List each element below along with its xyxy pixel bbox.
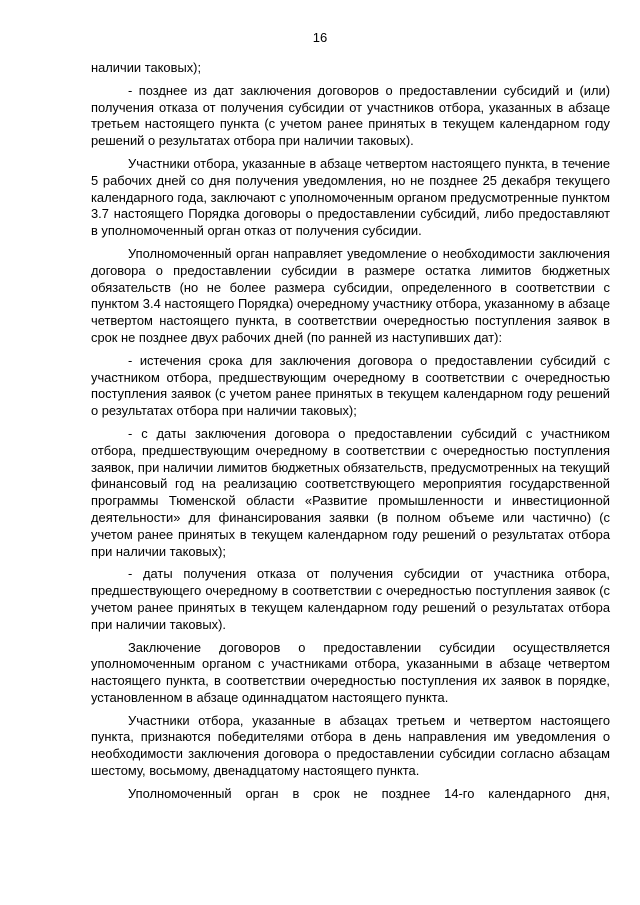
paragraph-authorized-body-notice: Уполномоченный орган направляет уведомление о необходимости заключения договора о предоставлении субсидии в размере остатка лимитов бюджетных обязательств (но не более размера субсидии, определенного в соответствии с пунктом 3.4 настоящего Порядка) очередному участнику отбора, указанному в абзаце четвертом настоящего пункта, в соответствии очередностью поступления заявок в срок не позднее двух рабочих дней (по ранней из наступивших дат): [91, 245, 610, 345]
paragraph-contract-conclusion: Заключение договоров о предоставлении субсидии осуществляется уполномоченным органом с участниками отбора, указанными в абзаце четвертом настоящего пункта, в соответствии очередностью поступления их заявок в порядке, установленном в абзаце одиннадцатом настоящего пункта. [91, 639, 610, 705]
paragraph-bullet-latest-date: - позднее из дат заключения договоров о предоставлении субсидий и (или) получения отказа от получения субсидии от участников отбора, указанных в абзаце третьем настоящего пункта (с учетом ранее принятых в текущем календарном году решений о результатах отбора при наличии таковых). [91, 82, 610, 149]
paragraph-participants-contracts: Участники отбора, указанные в абзаце четвертом настоящего пункта, в течение 5 рабочих дней со дня получения уведомления, но не позднее 25 декабря текущего календарного года, заключают с уполномоченным органом предусмотренные пунктом 3.7 настоящего Порядка договоры о предоставлении субсидий, либо предоставляют в уполномоченный орган отказ от получения субсидии. [91, 155, 610, 239]
paragraph-winners: Участники отбора, указанные в абзацах третьем и четвертом настоящего пункта, признаются победителями отбора в день направления им уведомления о необходимости заключения договора о предоставлении субсидии согласно абзацам шестому, восьмому, двенадцатому настоящего пункта. [91, 712, 610, 779]
paragraph-continuation: наличии таковых); [91, 60, 202, 75]
paragraph-bullet-contract-date: - с даты заключения договора о предоставлении субсидий с участником отбора, предшествующим очередному в соответствии с очередностью поступления заявок, при наличии лимитов бюджетных обязательств, предусмотренных на текущий финансовый год на реализацию соответствующего мероприятия государственной программы Тюменской области «Развитие промышленности и инвестиционной деятельности» для финансирования заявки (в полном объеме или частично) (с учетом ранее принятых в текущем календарном году решений о результатах отбора при наличии таковых); [91, 425, 610, 559]
paragraph-final-truncated: Уполномоченный орган в срок не позднее 14-го календарного дня, [128, 785, 610, 801]
document-body [91, 60, 610, 809]
paragraph-bullet-refusal-date: - даты получения отказа от получения субсидии от участника отбора, предшествующего очередному в соответствии с очередностью поступления заявок (с учетом ранее принятых в текущем календарном году решений о результатах отбора при наличии таковых). [91, 566, 610, 632]
paragraph-bullet-deadline-expiry: - истечения срока для заключения договора о предоставлении субсидий с участником отбора, предшествующим очередному в соответствии с очередностью поступления заявок (с учетом ранее принятых в текущем календарном году решений о результатах отбора при наличии таковых); [91, 352, 610, 419]
page-number: 16 [312, 30, 328, 45]
